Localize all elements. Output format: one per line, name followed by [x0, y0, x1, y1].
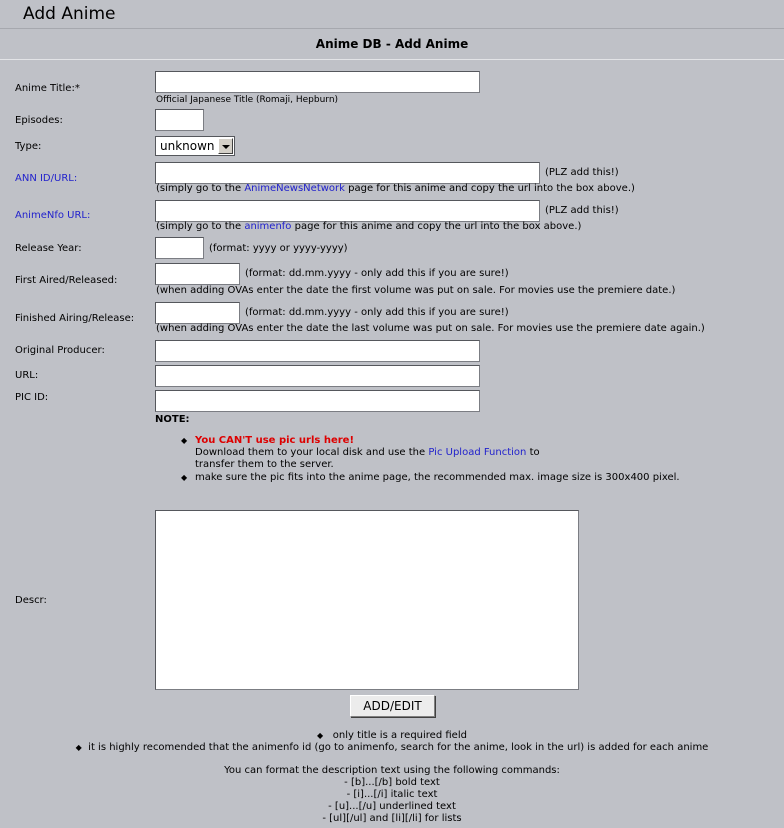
format-cmd: - [u]...[/u] underlined text: [328, 801, 456, 812]
release-year-input[interactable]: [155, 237, 204, 259]
type-label: Type:: [15, 141, 42, 152]
note-bullet-1: ◆ You CAN'T use pic urls here! Download them to your local disk and use the Pic Upload Function to transfer them to the server.: [181, 435, 540, 470]
anime-title-hint: Official Japanese Title (Romaji, Hepburn): [156, 95, 339, 105]
annimenewsnetwork-link[interactable]: AnimeNewsNetwork: [244, 183, 345, 194]
episodes-input[interactable]: [155, 109, 204, 131]
format-intro: You can format the description text using the following commands:: [224, 765, 560, 776]
first-aired-input[interactable]: [155, 263, 240, 285]
pic-id-input[interactable]: [155, 390, 480, 412]
footer-bullet-2: ◆ it is highly recomended that the animenfo id (go to animenfo, search for the anime, look in the url) is added for each anime: [75, 742, 709, 753]
form-heading: Anime DB - Add Anime: [315, 37, 469, 51]
anime-title-input[interactable]: [155, 71, 480, 93]
footer-bullet-1: ◆ only title is a required field: [317, 730, 467, 741]
pic-upload-function-link[interactable]: Pic Upload Function: [428, 447, 527, 458]
header-divider-bottom: [0, 59, 784, 60]
format-cmd: - [b]...[/b] bold text: [344, 777, 440, 788]
descr-textarea[interactable]: [155, 510, 579, 690]
url-label: URL:: [15, 370, 39, 381]
ann-url-note: (PLZ add this!): [545, 167, 619, 178]
finished-airing-hint: (when adding OVAs enter the date the last volume was put on sale. For movies use the premiere date again.): [156, 323, 705, 334]
anime-title-label: Anime Title:*: [15, 83, 80, 94]
format-cmd: - [ul][/ul] and [li][/li] for lists: [322, 813, 462, 824]
producer-label: Original Producer:: [15, 345, 105, 356]
url-input[interactable]: [155, 365, 480, 387]
format-cmd: - [i]...[/i] italic text: [346, 789, 438, 800]
descr-label: Descr:: [15, 595, 47, 606]
note-warning: You CAN'T use pic urls here!: [195, 435, 355, 446]
header-divider: [0, 28, 784, 29]
finished-airing-input[interactable]: [155, 302, 240, 324]
release-year-label: Release Year:: [15, 243, 82, 254]
first-aired-label: First Aired/Released:: [15, 275, 118, 286]
animenfo-url-note: (PLZ add this!): [545, 205, 619, 216]
type-select[interactable]: [155, 136, 235, 156]
animenfo-link[interactable]: animenfo: [244, 221, 292, 232]
animenfo-url-hint: (simply go to the animenfo page for this anime and copy the url into the box above.): [156, 221, 582, 232]
bullet-icon: ◆: [181, 436, 188, 445]
animenfo-url-label: AnimeNfo URL:: [15, 210, 91, 221]
chevron-down-icon[interactable]: [218, 138, 233, 154]
ann-url-input[interactable]: [155, 162, 540, 184]
add-edit-button[interactable]: ADD/EDIT: [350, 695, 435, 717]
producer-input[interactable]: [155, 340, 480, 362]
note-bullet-2: ◆ make sure the pic fits into the anime page, the recommended max. image size is 300x400 pixel.: [181, 472, 680, 483]
page-title: Add Anime: [23, 4, 116, 24]
type-select-value: unknown: [160, 139, 215, 153]
ann-url-hint: (simply go to the AnimeNewsNetwork page for this anime and copy the url into the box above.): [156, 183, 635, 194]
finished-airing-label: Finished Airing/Release:: [15, 313, 135, 324]
first-aired-hint: (when adding OVAs enter the date the first volume was put on sale. For movies use the premiere date.): [156, 285, 676, 296]
ann-url-label: ANN ID/URL:: [15, 173, 78, 184]
pic-id-label: PIC ID:: [15, 392, 49, 403]
episodes-label: Episodes:: [15, 115, 63, 126]
bullet-icon: ◆: [181, 473, 188, 482]
release-year-format: (format: yyyy or yyyy-yyyy): [209, 243, 348, 254]
note-heading: NOTE:: [155, 414, 190, 425]
first-aired-format: (format: dd.mm.yyyy - only add this if you are sure!): [245, 268, 509, 279]
finished-airing-format: (format: dd.mm.yyyy - only add this if you are sure!): [245, 307, 509, 318]
animenfo-url-input[interactable]: [155, 200, 540, 222]
